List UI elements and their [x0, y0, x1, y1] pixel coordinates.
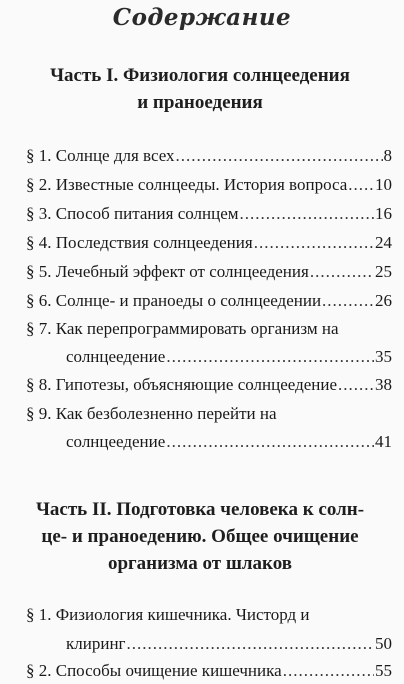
toc-entry-title-cont: солнцеедение	[66, 432, 166, 451]
dot-leader	[348, 172, 374, 198]
toc-entry-title: § 3. Способ питания солнцем	[26, 204, 239, 223]
dot-leader	[283, 658, 374, 684]
part-1-heading-line-1: Часть I. Физиология солнцеедения	[50, 65, 350, 86]
dot-leader	[322, 288, 374, 314]
contents-title: Содержание	[112, 4, 292, 31]
toc-entry-page: 25	[375, 262, 392, 281]
dot-leader	[254, 230, 374, 256]
toc-entry-title: § 1. Солнце для всех	[26, 146, 175, 165]
toc-entry-title: § 6. Солнце- и праноеды о солнцеедении	[26, 291, 322, 310]
toc-entry-1-7-line-2[interactable]	[66, 344, 392, 370]
toc-entry-title-cont: клиринг	[66, 634, 126, 653]
toc-entry-title: § 4. Последствия солнцеедения	[26, 233, 253, 252]
toc-entry-page: 26	[375, 291, 392, 310]
toc-entry-title: § 9. Как безболезненно перейти на	[26, 404, 277, 423]
dot-leader	[310, 259, 374, 285]
toc-entry-1-6[interactable]	[26, 288, 392, 314]
toc-entry-1-1[interactable]	[26, 143, 392, 169]
toc-entry-2-2[interactable]	[26, 658, 392, 684]
toc-entry-1-9-line-1[interactable]	[26, 401, 392, 427]
toc-entry-2-1-line-2[interactable]	[66, 631, 392, 657]
part-1-heading	[10, 62, 390, 116]
toc-entry-page: 41	[375, 432, 392, 451]
part-2-heading-line-2: це- и праноедению. Общее очищение	[41, 526, 359, 547]
toc-entry-title-cont: солнцеедение	[66, 347, 166, 366]
toc-entry-1-9-line-2[interactable]	[66, 429, 392, 455]
toc-entry-title: § 1. Физиология кишечника. Чисторд и	[26, 605, 310, 624]
toc-entry-title: § 8. Гипотезы, объясняющие солнцеедение	[26, 375, 338, 394]
toc-entry-page: 55	[375, 661, 392, 680]
part-1-heading-line-2: и праноедения	[137, 92, 263, 113]
toc-entry-page: 35	[375, 347, 392, 366]
toc-entry-title: § 2. Способы очищение кишечника	[26, 661, 282, 680]
toc-entry-1-3[interactable]	[26, 201, 392, 227]
toc-entry-page: 10	[375, 175, 392, 194]
toc-entry-1-4[interactable]	[26, 230, 392, 256]
dot-leader	[127, 631, 374, 657]
part-2-heading-line-3: организма от шлаков	[107, 553, 293, 574]
toc-entry-1-2[interactable]	[26, 172, 392, 198]
part-2-heading	[10, 496, 390, 577]
toc-entry-2-1-line-1[interactable]	[26, 602, 392, 628]
dot-leader	[166, 429, 374, 455]
toc-entry-title: § 2. Известные солнцееды. История вопроса	[26, 175, 348, 194]
toc-entry-1-8[interactable]	[26, 372, 392, 398]
toc-entry-title: § 7. Как перепрограммировать организм на	[26, 319, 339, 338]
dot-leader	[166, 344, 374, 370]
toc-entry-page: 50	[375, 634, 392, 653]
part-2-heading-line-1: Часть II. Подготовка человека к солн-	[35, 499, 365, 520]
toc-entry-page: 38	[375, 375, 392, 394]
toc-entry-page: 24	[375, 233, 392, 252]
dot-leader	[240, 201, 375, 227]
dot-leader	[176, 143, 383, 169]
toc-entry-page: 16	[375, 204, 392, 223]
toc-entry-title: § 5. Лечебный эффект от солнцеедения	[26, 262, 309, 281]
toc-entry-1-7-line-1[interactable]	[26, 316, 392, 342]
toc-entry-1-5[interactable]	[26, 259, 392, 285]
toc-entry-page: 8	[383, 146, 392, 165]
dot-leader	[338, 372, 374, 398]
